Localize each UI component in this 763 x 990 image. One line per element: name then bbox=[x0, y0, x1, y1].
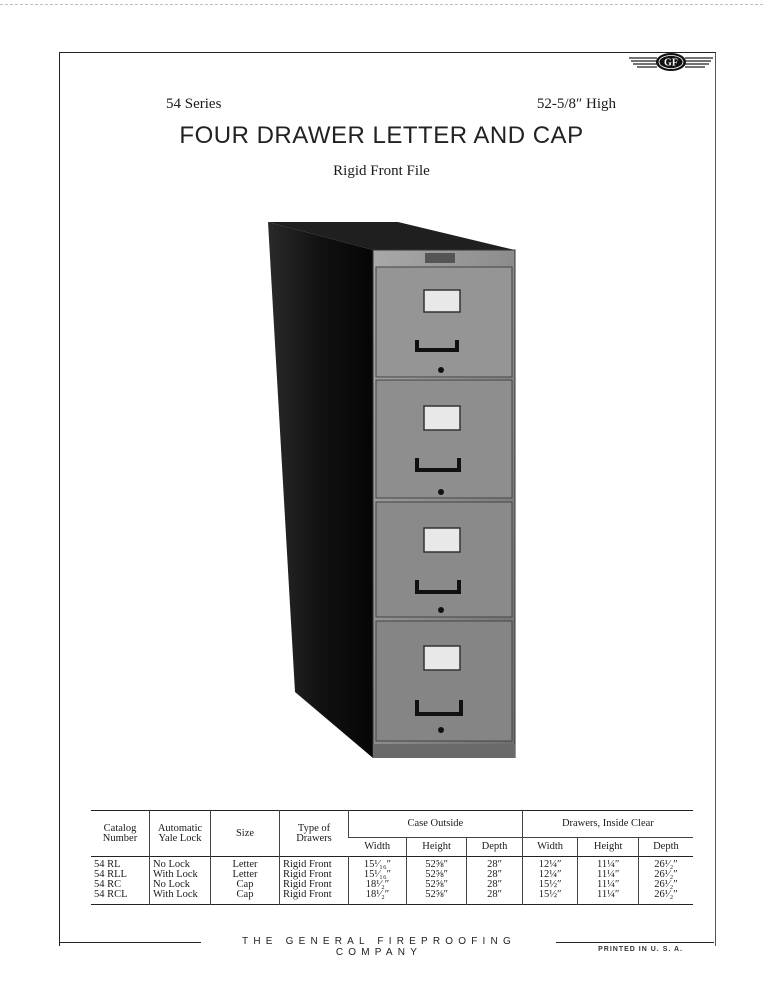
lock-header: Automatic Yale Lock bbox=[150, 811, 211, 857]
size-header: Size bbox=[211, 811, 280, 857]
drawer-height-cell: 11¼″ bbox=[578, 890, 638, 905]
drawer-height-cell: 11¼″ bbox=[578, 880, 638, 890]
footer-rule-right bbox=[556, 942, 714, 943]
table-row bbox=[91, 890, 693, 905]
drawer-1 bbox=[376, 267, 512, 377]
case-width-cell: 15¹⁄₁₆″ bbox=[349, 870, 407, 880]
type-cell: Rigid Front bbox=[280, 857, 349, 871]
catalog-cell: 54 RLL bbox=[94, 869, 127, 880]
type-header: Type of Drawers bbox=[280, 811, 349, 857]
drawer-width-cell: 15½″ bbox=[522, 890, 578, 905]
type-cell: Rigid Front bbox=[280, 890, 349, 905]
drawer-depth-cell: 26¹⁄₂″ bbox=[638, 870, 693, 880]
case-depth-cell: 28″ bbox=[467, 890, 522, 905]
drawer-height-cell: 11¼″ bbox=[578, 870, 638, 880]
lock-cell: With Lock bbox=[150, 870, 211, 880]
drawer-width-cell: 15½″ bbox=[522, 880, 578, 890]
logo-text: GF bbox=[664, 57, 678, 69]
size-cell: Cap bbox=[211, 880, 280, 890]
case-width-cell: 18¹⁄₂″ bbox=[349, 880, 407, 890]
case-depth-cell: 28″ bbox=[467, 857, 522, 871]
lock-cell: No Lock bbox=[150, 880, 211, 890]
catalog-cell: 54 RC bbox=[94, 879, 122, 890]
company-name: THE GENERAL FIREPROOFING COMPANY bbox=[242, 936, 516, 958]
drawer-depth-cell: 26¹⁄₂″ bbox=[638, 857, 693, 871]
case-height-header: Height bbox=[406, 838, 466, 857]
drawer-width-header: Width bbox=[522, 838, 578, 857]
case-width-header: Width bbox=[349, 838, 407, 857]
case-depth-cell: 28″ bbox=[467, 880, 522, 890]
case-width-cell: 18¹⁄₂″ bbox=[349, 890, 407, 905]
drawers-inside-header: Drawers, Inside Clear bbox=[522, 811, 693, 838]
catalog-cell: 54 RL bbox=[94, 859, 121, 870]
drawer-height-header: Height bbox=[578, 838, 638, 857]
drawer-4 bbox=[376, 621, 512, 741]
filing-cabinet-illustration bbox=[265, 222, 517, 758]
page-subtitle: Rigid Front File bbox=[333, 163, 430, 179]
height-label: 52-5/8″ High bbox=[536, 96, 616, 112]
size-cell: Letter bbox=[211, 870, 280, 880]
case-height-cell: 52⅝″ bbox=[406, 880, 466, 890]
catalog-header: Catalog Number bbox=[102, 822, 138, 844]
size-cell: Letter bbox=[211, 857, 280, 871]
footer-rule-left bbox=[59, 942, 201, 943]
drawer-width-cell: 12¼″ bbox=[522, 870, 578, 880]
drawer-width-cell: 12¼″ bbox=[522, 857, 578, 871]
catalog-cell: 54 RCL bbox=[94, 889, 128, 900]
drawer-2 bbox=[376, 380, 512, 498]
size-cell: Cap bbox=[211, 890, 280, 905]
case-outside-header: Case Outside bbox=[349, 811, 523, 838]
lock-cell: With Lock bbox=[150, 890, 211, 905]
drawer-depth-cell: 26¹⁄₂″ bbox=[638, 880, 693, 890]
case-depth-header: Depth bbox=[467, 838, 522, 857]
lock-cell: No Lock bbox=[150, 857, 211, 871]
case-height-cell: 52⅝″ bbox=[406, 857, 466, 871]
drawer-height-cell: 11¼″ bbox=[578, 857, 638, 871]
case-width-cell: 15¹⁄₁₆″ bbox=[349, 857, 407, 871]
table-row bbox=[91, 857, 693, 871]
case-height-cell: 52⅝″ bbox=[406, 870, 466, 880]
top-border-dots bbox=[0, 4, 763, 5]
type-cell: Rigid Front bbox=[280, 870, 349, 880]
case-depth-cell: 28″ bbox=[467, 870, 522, 880]
drawer-depth-cell: 26¹⁄₂″ bbox=[638, 890, 693, 905]
drawer-depth-header: Depth bbox=[638, 838, 693, 857]
case-height-cell: 52⅝″ bbox=[406, 890, 466, 905]
type-cell: Rigid Front bbox=[280, 880, 349, 890]
page-title: FOUR DRAWER LETTER AND CAP bbox=[179, 122, 584, 149]
drawer-3 bbox=[376, 502, 512, 617]
gf-logo-icon bbox=[627, 50, 715, 74]
printed-in-usa: PRINTED IN U. S. A. bbox=[598, 946, 683, 953]
series-label: 54 Series bbox=[166, 96, 222, 112]
spec-table bbox=[91, 810, 693, 905]
